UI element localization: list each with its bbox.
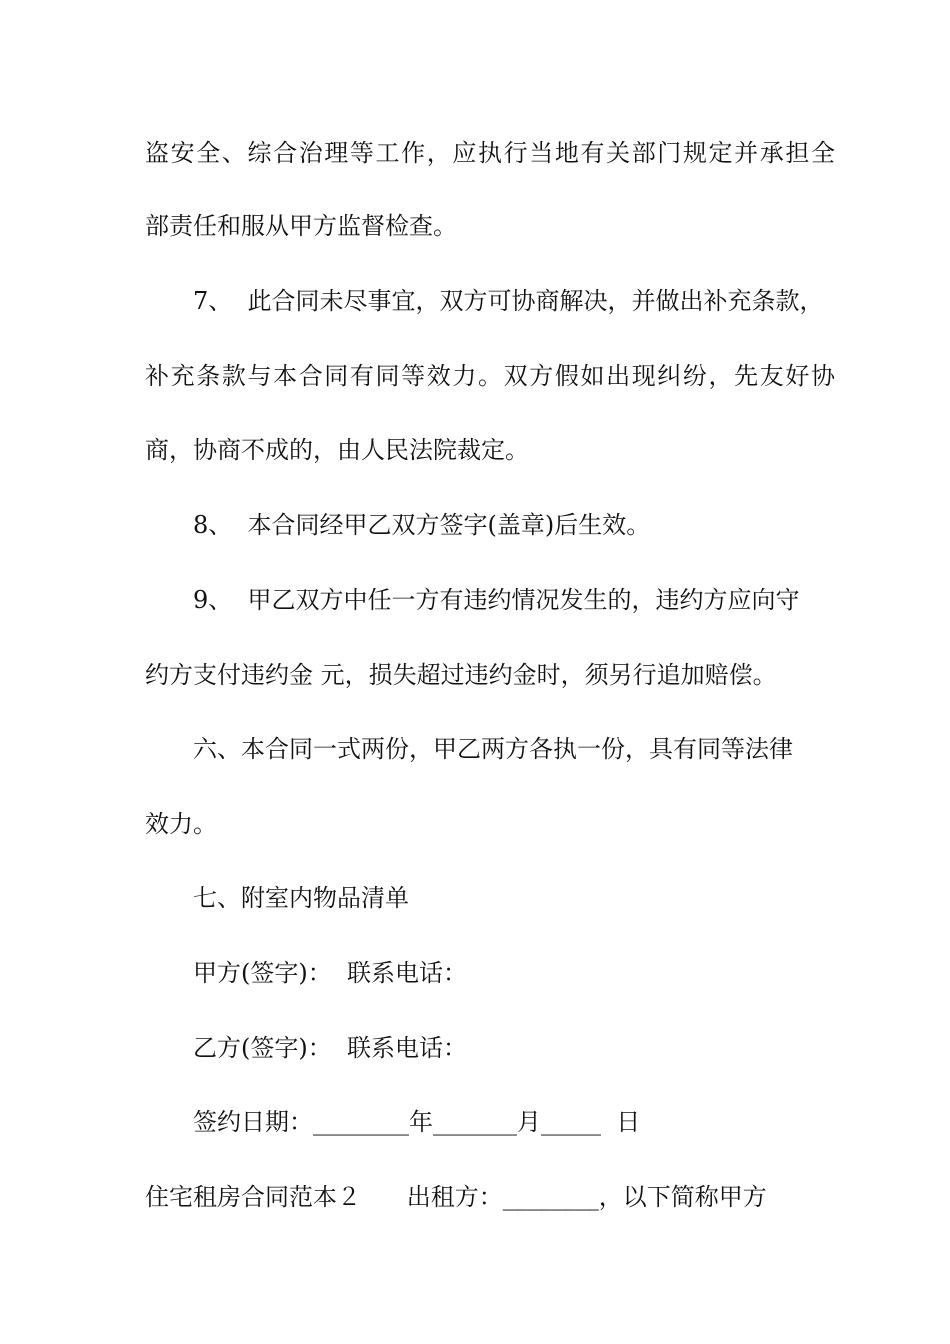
section-6-line: 六、本合同一式两份，甲乙两方各执一份，具有同等法律 [193, 735, 793, 763]
clause-8-line: 8、 本合同经甲乙双方签字(盖章)后生效。 [193, 511, 651, 539]
contract-2-header-line: 住宅租房合同范本２ 出租方：________，以下简称甲方 [145, 1183, 767, 1211]
text-line: 约方支付违约金 元，损失超过违约金时，须另行追加赔偿。 [145, 661, 777, 689]
text-line: 补充条款与本合同有同等效力。双方假如出现纠纷，先友好协 [145, 362, 835, 390]
party-a-signature-line: 甲方(签字)： 联系电话： [193, 959, 467, 987]
signing-date-line: 签约日期：________年_______月_____ 日 [193, 1108, 641, 1136]
clause-7-line: 7、 此合同未尽事宜，双方可协商解决，并做出补充条款， [193, 287, 824, 315]
party-b-signature-line: 乙方(签字)： 联系电话： [193, 1034, 467, 1062]
text-line: 部责任和服从甲方监督检查。 [145, 212, 457, 240]
text-line: 盗安全、综合治理等工作，应执行当地有关部门规定并承担全 [145, 139, 835, 167]
clause-9-line: 9、 甲乙双方中任一方有违约情况发生的，违约方应向守 [193, 586, 800, 614]
text-line: 效力。 [145, 810, 217, 838]
section-7-heading: 七、附室内物品清单 [193, 884, 409, 912]
text-line: 商，协商不成的，由人民法院裁定。 [145, 436, 529, 464]
